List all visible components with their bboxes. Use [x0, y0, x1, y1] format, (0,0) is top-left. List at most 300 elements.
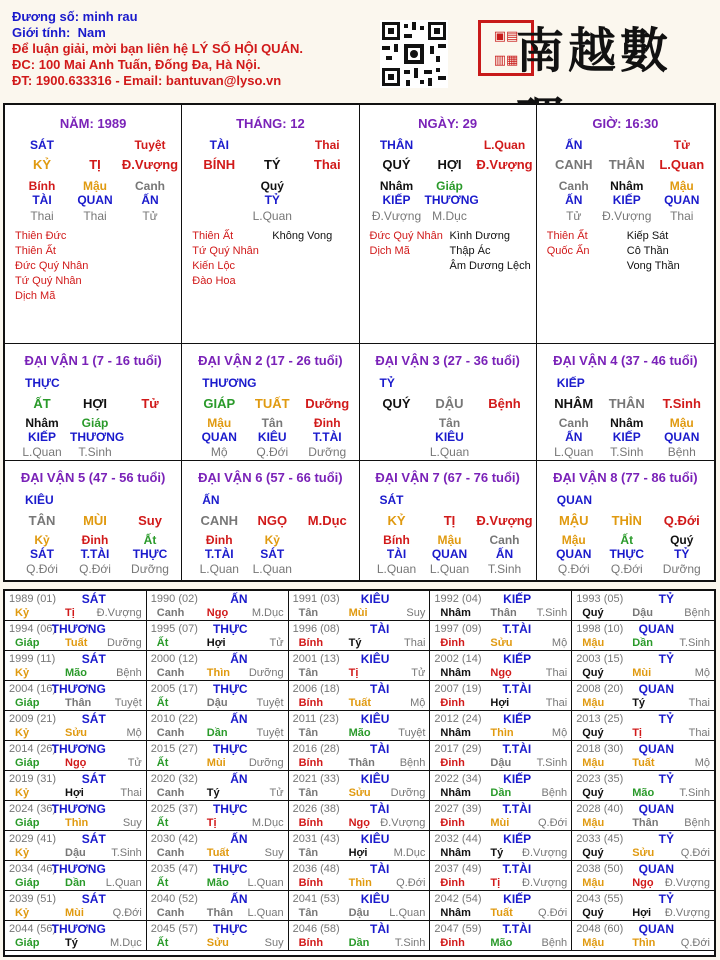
hidden-phase: L.Quan: [252, 209, 292, 223]
pillar-can-chi: TỊ: [89, 157, 101, 172]
year-stem: Bính: [298, 757, 324, 769]
dai-van-god: TỶ: [379, 376, 395, 390]
dai-van-cell: [360, 344, 537, 460]
year-cell: [572, 681, 714, 711]
year-label: 2041 (53): [292, 893, 340, 905]
year-cell: [147, 921, 289, 951]
gender-value: Nam: [77, 25, 106, 40]
year-branch: Ngọ: [348, 817, 370, 829]
year-cell: [430, 621, 572, 651]
hidden-stem: Quý: [670, 533, 694, 547]
year-cell: [430, 831, 572, 861]
year-god: KIÊU: [360, 652, 390, 666]
year-label: 2010 (22): [150, 713, 198, 725]
dai-van-can-chi: NGỌ: [257, 513, 288, 528]
year-phase: Tuyệt: [114, 697, 142, 709]
year-stem: Ất: [156, 877, 169, 889]
hidden-stem: Nhâm: [379, 179, 414, 193]
hidden-stem: Mậu: [669, 416, 694, 430]
pillar-top-label: L.Quan: [483, 138, 526, 152]
year-branch: Thìn: [65, 817, 89, 829]
year-god: QUAN: [638, 802, 674, 816]
year-label: 2035 (47): [150, 863, 198, 875]
year-stem: Quý: [582, 907, 604, 919]
dai-van-can-chi: Đ.Vượng: [476, 513, 533, 528]
dai-van-can-chi: T.Sinh: [662, 396, 701, 411]
year-label: 1991 (03): [292, 593, 340, 605]
year-stem: Giáp: [15, 757, 40, 769]
hidden-stem: Mậu: [437, 533, 462, 547]
pillar-can-chi: L.Quan: [659, 157, 705, 172]
dai-van-god: SÁT: [379, 493, 404, 507]
hidden-stem: Ất: [143, 533, 157, 547]
year-god: SÁT: [81, 592, 106, 606]
year-label: 2021 (33): [292, 773, 340, 785]
address-line: ĐC: 100 Mai Anh Tuấn, Đống Đa, Hà Nội.: [12, 57, 261, 72]
pillar-top-label: Tuyệt: [134, 138, 166, 152]
hidden-phase: Tử: [566, 209, 582, 223]
hidden-stem: Canh: [558, 179, 589, 193]
year-phase: Q.Đới: [112, 907, 142, 919]
year-branch: Dậu: [206, 697, 228, 709]
year-cell: [572, 861, 714, 891]
year-god: THƯƠNG: [51, 802, 106, 816]
hidden-stem: Đinh: [205, 533, 233, 547]
hidden-stem: Đinh: [81, 533, 109, 547]
year-branch: Mùi: [206, 757, 226, 769]
year-branch: Thìn: [348, 877, 372, 889]
dai-van-can-chi: GIÁP: [203, 396, 236, 411]
year-label: 2002 (14): [434, 653, 482, 665]
year-cell: [289, 741, 431, 771]
dai-van-can-chi: THÌN: [611, 513, 642, 528]
year-god: T.TÀI: [502, 742, 532, 756]
year-branch: Mùi: [348, 607, 368, 619]
year-stem: Canh: [156, 667, 185, 679]
pillar-top-label: Tử: [673, 138, 690, 152]
hidden-phase: L.Quan: [252, 562, 292, 576]
hidden-stem: Bính: [28, 179, 56, 193]
year-god: THỰC: [212, 922, 248, 936]
year-god: KIẾP: [503, 592, 532, 606]
hidden-god: QUAN: [664, 193, 700, 207]
year-branch: Mão: [206, 877, 229, 889]
pillar-title: GIỜ: 16:30: [592, 116, 659, 131]
year-stem: Tân: [298, 667, 319, 679]
year-stem: Ất: [156, 817, 169, 829]
hidden-stem: Mậu: [561, 533, 586, 547]
hidden-phase: Q.Đới: [79, 562, 111, 576]
hidden-god: T.TÀI: [312, 430, 342, 444]
hidden-phase: L.Quan: [22, 445, 62, 459]
year-branch: Thân: [490, 607, 517, 619]
year-god: KIÊU: [360, 772, 390, 786]
year-stem: Canh: [156, 607, 185, 619]
year-branch: Tý: [632, 697, 646, 709]
year-cell: [430, 681, 572, 711]
year-phase: Tuyệt: [398, 727, 426, 739]
year-god: KIẾP: [503, 892, 532, 906]
year-cell: [289, 681, 431, 711]
year-cell: [572, 801, 714, 831]
pillar-can-chi: Đ.Vượng: [121, 157, 179, 172]
year-cell: [572, 831, 714, 861]
hidden-phase: Đ.Vượng: [602, 209, 652, 223]
dai-van-can-chi: MÙI: [83, 513, 107, 528]
year-cell: [430, 921, 572, 951]
year-god: QUAN: [638, 742, 674, 756]
year-god: SÁT: [81, 832, 106, 846]
year-label: 1999 (11): [9, 653, 56, 665]
hidden-stem: Canh: [558, 416, 589, 430]
year-label: 2022 (34): [434, 773, 482, 785]
hidden-god: T.TÀI: [80, 547, 110, 561]
gender-label: Giới tính:: [12, 25, 71, 40]
dai-van-can-chi: KỶ: [387, 513, 406, 528]
year-label: 2003 (15): [576, 653, 624, 665]
star-list-2: [272, 229, 332, 244]
year-label: 2030 (42): [150, 833, 198, 845]
year-stem: Kỷ: [15, 667, 30, 679]
year-phase: T.Sinh: [536, 757, 568, 769]
year-phase: T.Sinh: [679, 637, 710, 649]
year-cell: [5, 741, 147, 771]
year-label: 2042 (54): [434, 893, 482, 905]
year-label: 2040 (52): [150, 893, 198, 905]
year-phase: Mộ: [126, 727, 142, 739]
year-label: 1998 (10): [576, 623, 624, 635]
year-label: 2039 (51): [9, 893, 57, 905]
year-label: 2023 (35): [576, 773, 624, 785]
year-label: 2006 (18): [292, 683, 340, 695]
year-cell: [5, 831, 147, 861]
year-cell: [572, 621, 714, 651]
hidden-stem: Quý: [260, 179, 284, 193]
hidden-stem: Giáp: [81, 416, 109, 430]
year-stem: Tân: [298, 727, 319, 739]
year-label: 2025 (37): [150, 803, 198, 815]
year-god: ẤN: [230, 712, 248, 726]
year-cell: [430, 801, 572, 831]
year-god: T.TÀI: [502, 862, 532, 876]
dai-van-title: ĐẠI VẬN 7 (67 - 76 tuổi): [375, 470, 520, 485]
year-label: 2013 (25): [576, 713, 624, 725]
star-item: Dịch Mã: [15, 290, 56, 302]
hidden-god: QUAN: [556, 547, 592, 561]
hidden-phase: L.Quan: [429, 562, 470, 576]
dai-van-can-chi: DẬU: [435, 396, 464, 411]
hidden-phase: Q.Đới: [26, 562, 58, 576]
dai-van-title: ĐẠI VẬN 4 (37 - 46 tuổi): [553, 353, 698, 368]
dai-van-god: QUAN: [556, 493, 593, 507]
year-phase: Đ.Vượng: [522, 877, 568, 889]
dai-van-god: KIÊU: [25, 493, 54, 507]
year-label: 2032 (44): [434, 833, 482, 845]
header-info: [12, 9, 303, 89]
year-phase: Tử: [269, 787, 284, 799]
year-god: SÁT: [81, 712, 106, 726]
year-stem: Đinh: [440, 697, 465, 709]
year-branch: Mùi: [490, 817, 510, 829]
year-branch: Mão: [632, 787, 655, 799]
pillars-row: [5, 105, 714, 343]
year-label: 2001 (13): [292, 653, 340, 665]
year-stem: Canh: [156, 907, 185, 919]
year-label: 2029 (41): [9, 833, 57, 845]
year-god: TỶ: [658, 652, 674, 666]
year-phase: Q.Đới: [680, 937, 710, 949]
hidden-god: ẤN: [495, 547, 514, 561]
year-branch: Mão: [490, 937, 513, 949]
year-label: 2007 (19): [434, 683, 482, 695]
year-label: 2046 (58): [292, 923, 340, 935]
year-branch: Thìn: [632, 937, 656, 949]
year-god: TÀI: [370, 922, 390, 936]
contact-line: Để luận giải, mời bạn liên hệ LÝ SỐ HỘI QUÁN.: [12, 41, 303, 56]
hidden-phase: Q.Đới: [256, 445, 289, 459]
year-god: KIÊU: [360, 832, 390, 846]
pillar-cell: [5, 105, 182, 343]
year-branch: Sửu: [348, 787, 371, 799]
star-item: Cô Thần: [626, 245, 669, 257]
hidden-phase: L.Quan: [429, 445, 470, 459]
year-phase: Bệnh: [684, 817, 710, 829]
star-item: Đức Quý Nhân: [15, 260, 89, 272]
year-branch: Dần: [206, 727, 228, 739]
dai-van-god: ẤN: [202, 493, 220, 507]
pillar-can-chi: Thai: [313, 157, 341, 172]
dai-van-title: ĐẠI VẬN 3 (27 - 36 tuổi): [375, 353, 520, 368]
year-phase: Bệnh: [116, 667, 142, 679]
hidden-phase: Thai: [30, 209, 54, 223]
star-item: Quốc Ấn: [546, 245, 590, 257]
dai-van-god: THƯƠNG: [202, 376, 257, 390]
year-god: TỶ: [658, 772, 674, 786]
hidden-god: KIẾP: [27, 430, 56, 444]
dai-van-cell: [360, 461, 537, 580]
star-item: Âm Dương Lệch: [449, 260, 531, 272]
year-god: QUAN: [638, 922, 674, 936]
year-branch: Tuất: [206, 847, 230, 859]
star-item: Vong Thần: [626, 260, 680, 272]
year-label: 2005 (17): [150, 683, 198, 695]
star-list: [547, 229, 590, 259]
year-cell: [147, 771, 289, 801]
year-god: SÁT: [81, 892, 106, 906]
year-cell: [430, 741, 572, 771]
star-item: Không Vong: [272, 230, 333, 242]
year-phase: Tuyệt: [256, 697, 284, 709]
year-branch: Thân: [632, 817, 659, 829]
year-stem: Đinh: [440, 757, 465, 769]
pillar-cell: [360, 105, 537, 343]
hidden-god: THƯƠNG: [70, 430, 125, 444]
year-label: 2036 (48): [292, 863, 340, 875]
hidden-stem: Giáp: [436, 179, 463, 193]
year-god: THƯƠNG: [51, 742, 106, 756]
year-god: TÀI: [370, 862, 390, 876]
year-phase: Thai: [403, 637, 426, 649]
year-stem: Bính: [298, 877, 324, 889]
year-phase: M.Dục: [393, 847, 426, 859]
year-phase: Bệnh: [541, 937, 568, 949]
year-cell: [147, 651, 289, 681]
year-god: TỶ: [658, 832, 674, 846]
hidden-god: ẤN: [565, 430, 583, 444]
star-item: Thiên Ất: [192, 230, 234, 242]
year-branch: Dậu: [65, 847, 86, 859]
hidden-phase: Dưỡng: [662, 562, 701, 576]
year-stem: Mậu: [582, 877, 605, 889]
year-label: 2015 (27): [150, 743, 198, 755]
year-table: [3, 589, 716, 957]
pillar-can-chi: CANH: [554, 157, 593, 172]
year-branch: Tị: [632, 727, 642, 739]
qr-code-icon: [380, 20, 448, 88]
year-phase: Mộ: [551, 727, 568, 739]
year-stem: Ất: [156, 937, 169, 949]
year-god: TỶ: [658, 892, 674, 906]
hidden-stem: Canh: [489, 533, 520, 547]
hidden-god: KIÊU: [435, 430, 464, 444]
year-phase: Suy: [264, 937, 284, 949]
dai-van-god: KIẾP: [556, 376, 585, 390]
year-cell: [147, 801, 289, 831]
year-phase: Đ.Vượng: [664, 877, 710, 889]
year-stem: Bính: [298, 937, 324, 949]
year-stem: Bính: [298, 817, 324, 829]
hidden-stem: Đinh: [313, 416, 341, 430]
year-god: KIẾP: [503, 772, 532, 786]
year-god: THƯƠNG: [51, 922, 106, 936]
year-label: 1989 (01): [9, 593, 57, 605]
year-phase: T.Sinh: [679, 787, 710, 799]
year-cell: [147, 621, 289, 651]
hidden-stem: Bính: [383, 533, 410, 547]
star-item: Kiếp Sát: [626, 230, 669, 242]
pillar-top-label: SÁT: [30, 138, 54, 152]
year-branch: Thìn: [490, 727, 514, 739]
year-phase: Thai: [545, 697, 568, 709]
year-label: 2004 (16): [9, 683, 57, 695]
year-branch: Sửu: [632, 847, 655, 859]
dai-van-can-chi: CANH: [200, 513, 239, 528]
hidden-god: KIẾP: [612, 193, 641, 207]
year-stem: Kỷ: [15, 787, 30, 799]
year-cell: [289, 921, 431, 951]
year-god: T.TÀI: [502, 922, 532, 936]
year-phase: L.Quan: [105, 877, 142, 889]
hidden-phase: Thai: [83, 209, 107, 223]
year-label: 2020 (32): [150, 773, 198, 785]
year-stem: Giáp: [15, 697, 40, 709]
year-branch: Dậu: [348, 907, 370, 919]
year-branch: Tuất: [632, 757, 655, 769]
year-stem: Kỷ: [15, 847, 30, 859]
logo: [478, 12, 708, 80]
hidden-god: TỶ: [264, 193, 280, 207]
year-cell: [289, 831, 431, 861]
dai-van-can-chi: TỊ: [443, 513, 456, 528]
year-god: QUAN: [638, 862, 674, 876]
year-branch: Hợi: [206, 637, 226, 649]
dai-van-cell: [5, 344, 182, 460]
year-label: 1992 (04): [434, 593, 482, 605]
year-stem: Nhâm: [440, 787, 471, 799]
year-god: KIÊU: [360, 892, 390, 906]
year-phase: Dưỡng: [390, 787, 426, 799]
year-stem: Quý: [582, 607, 604, 619]
hidden-phase: Q.Đới: [557, 562, 590, 576]
star-list-2: [627, 229, 680, 274]
pillar-top-label: TÀI: [209, 138, 229, 152]
hidden-god: QUAN: [431, 547, 468, 561]
pillar-can-chi: TÝ: [263, 157, 281, 172]
year-label: 2037 (49): [434, 863, 482, 875]
dai-van-can-chi: TUẤT: [254, 396, 290, 411]
year-stem: Tân: [298, 907, 319, 919]
year-branch: Ngọ: [206, 607, 229, 619]
year-cell: [147, 591, 289, 621]
hidden-phase: Tử: [142, 209, 158, 223]
year-cell: [147, 891, 289, 921]
year-god: THƯƠNG: [51, 862, 106, 876]
year-branch: Hợi: [632, 907, 652, 919]
hidden-phase: Dưỡng: [131, 562, 169, 576]
dai-van-cell: [537, 461, 714, 580]
year-god: QUAN: [638, 622, 674, 636]
year-branch: Thân: [206, 907, 234, 919]
hidden-phase: Dưỡng: [308, 445, 347, 459]
year-stem: Ất: [156, 757, 169, 769]
dai-van-can-chi: QUÝ: [382, 396, 411, 411]
pillar-can-chi: KỶ: [32, 157, 52, 172]
year-phase: L.Quan: [247, 907, 284, 919]
year-cell: [5, 621, 147, 651]
year-cell: [289, 891, 431, 921]
year-label: 2027 (39): [434, 803, 482, 815]
hidden-god: ẤN: [565, 193, 583, 207]
year-phase: M.Dục: [251, 607, 284, 619]
year-stem: Tân: [298, 847, 319, 859]
hidden-phase: T.Sinh: [487, 562, 522, 576]
year-phase: Đ.Vượng: [664, 907, 710, 919]
year-cell: [572, 741, 714, 771]
year-stem: Giáp: [15, 937, 40, 949]
year-branch: Dần: [348, 937, 370, 949]
year-branch: Thìn: [206, 667, 231, 679]
star-item: Tứ Quý Nhân: [192, 245, 259, 257]
year-cell: [572, 711, 714, 741]
year-god: ẤN: [230, 772, 248, 786]
dai-van-can-chi: Tử: [141, 396, 159, 411]
logo-text: 南越數: [516, 23, 673, 79]
year-cell: [289, 711, 431, 741]
year-branch: Tị: [206, 817, 217, 829]
year-stem: Mậu: [582, 697, 605, 709]
year-cell: [5, 771, 147, 801]
year-stem: Quý: [582, 787, 604, 799]
hidden-phase: M.Dục: [432, 209, 467, 223]
year-god: KIẾP: [503, 652, 532, 666]
dai-van-row-1: [5, 343, 714, 460]
year-label: 2000 (12): [150, 653, 198, 665]
year-cell: [289, 861, 431, 891]
star-list: [192, 229, 259, 289]
year-god: T.TÀI: [502, 802, 532, 816]
star-item: Đào Hoa: [192, 275, 236, 287]
hidden-god: QUAN: [664, 430, 700, 444]
